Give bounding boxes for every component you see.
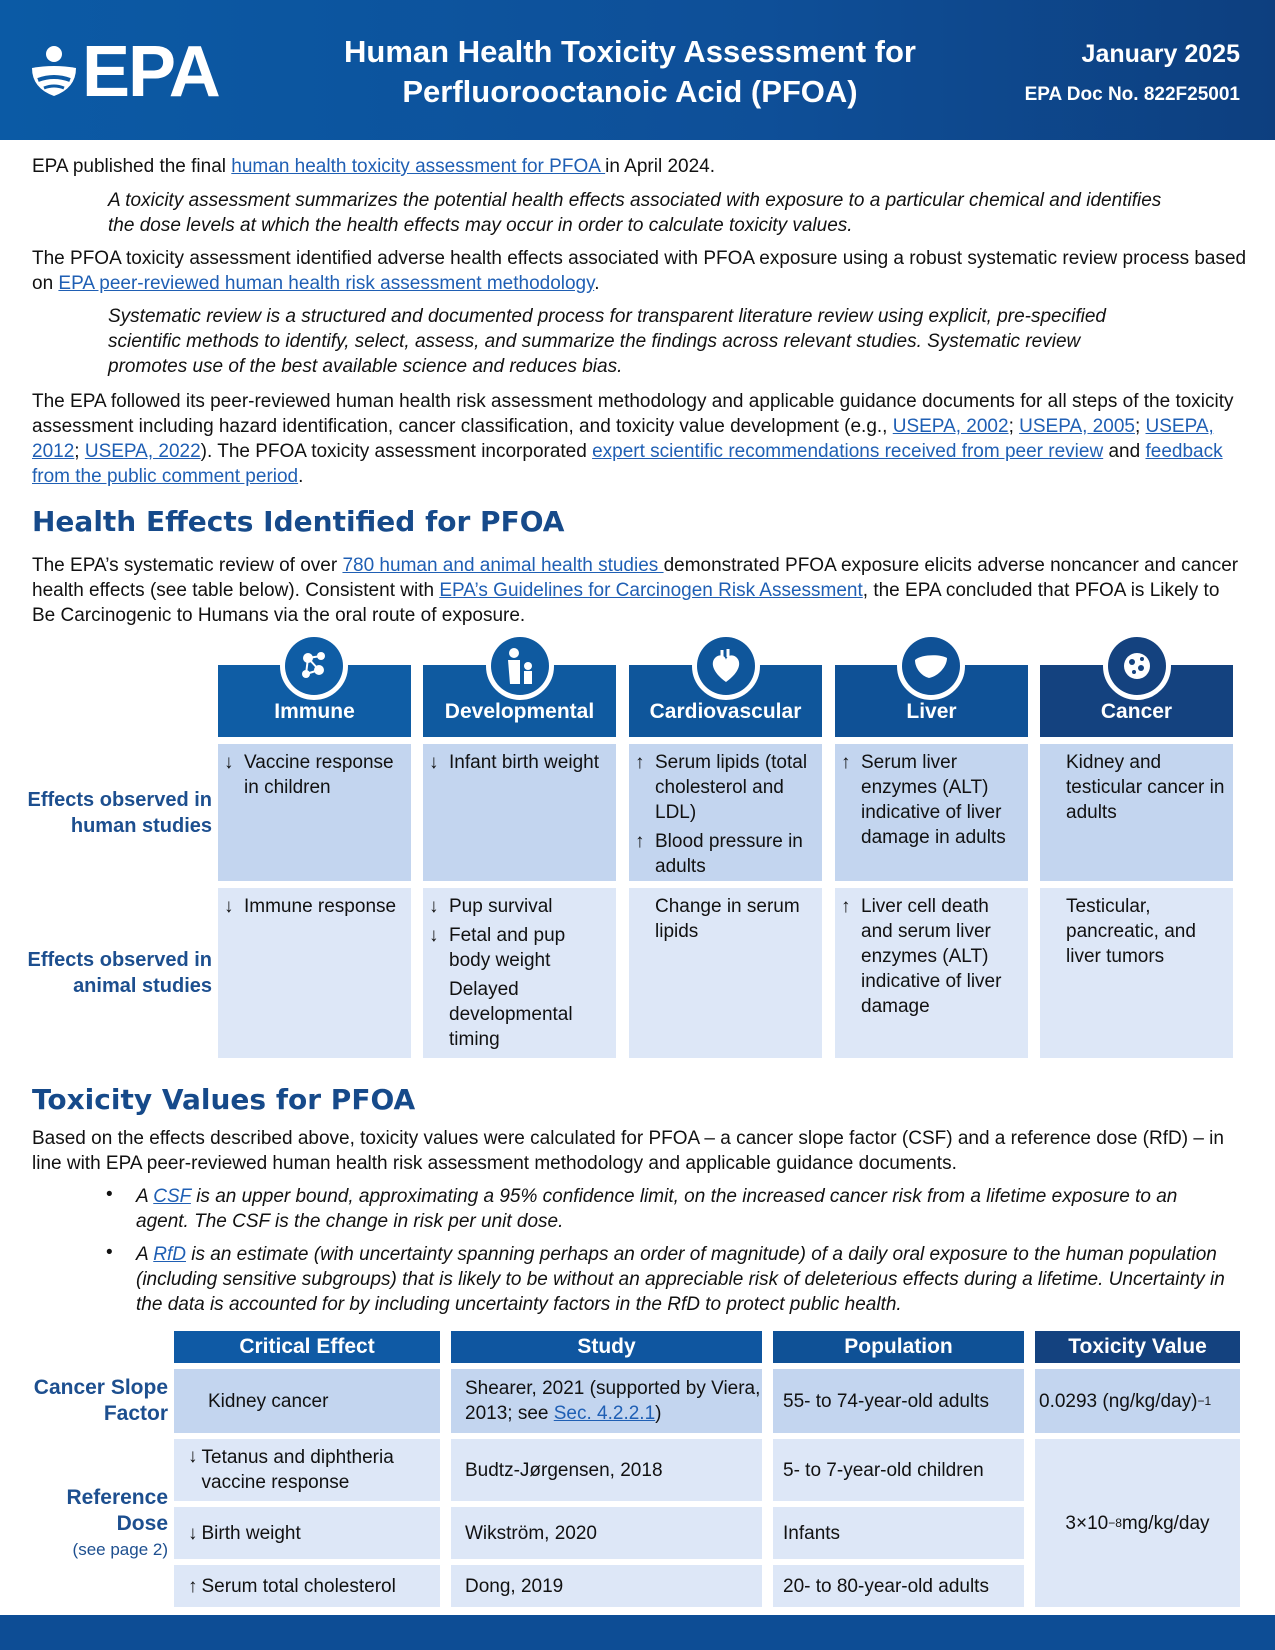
animal-immune-cell: ↓ Immune response: [218, 888, 411, 1058]
rfd-population-cell-3: 20- to 80-year-old adults: [773, 1565, 1024, 1607]
rfd-row-label: Reference Dose (see page 2): [66, 1486, 168, 1559]
rfd-population-cell-1: 5- to 7-year-old children: [773, 1439, 1024, 1501]
down-arrow-icon: ↓: [188, 1446, 198, 1467]
th-study: Study: [451, 1331, 762, 1363]
rfd-link[interactable]: RfD: [153, 1244, 186, 1265]
intro-quote-1: A toxicity assessment summarizes the potential health effects associated with exposure to a particular chemical and identifies the dose levels at which the health effects may occur in order to calculate toxicity values.: [108, 190, 1162, 236]
down-arrow-icon: ↓: [429, 752, 439, 773]
th-critical-effect: Critical Effect: [174, 1331, 440, 1363]
th-toxicity-value: Toxicity Value: [1035, 1331, 1240, 1363]
animal-cancer-cell: Testicular, pancreatic, and liver tumors: [1040, 888, 1233, 1058]
up-arrow-icon: ↑: [841, 896, 851, 917]
up-arrow-icon: ↑: [841, 752, 851, 773]
animal-liver-cell: ↑ Liver cell death and serum liver enzymes (ALT) indicative of liver damage: [835, 888, 1028, 1058]
logo-text: EPA: [82, 32, 219, 112]
rfd-effect-cell-1: ↓ Tetanus and diphtheria vaccine response: [174, 1439, 440, 1501]
usepa-2005-link[interactable]: USEPA, 2005: [1019, 416, 1135, 437]
liver-icon: [897, 632, 965, 700]
developmental-icon: [486, 632, 554, 700]
row-label-human: Effects observed in human studies: [27, 789, 212, 837]
csf-definition: A CSF is an upper bound, approximating a 95% confidence limit, on the increased cancer risk from a lifetime exposure to an agent. The CSF is the change in risk per unit dose.: [136, 1186, 1178, 1232]
rfd-value-cell: 3×10 −8 mg/kg/day: [1035, 1439, 1240, 1607]
bullet-icon: •: [106, 1242, 113, 1263]
col-immune: Immune: [218, 665, 411, 737]
bullet-icon: •: [106, 1184, 113, 1205]
health-effects-heading: Health Effects Identified for PFOA: [32, 505, 565, 538]
carcinogen-guidelines-link[interactable]: EPA’s Guidelines for Carcinogen Risk Assessment: [439, 580, 863, 601]
csf-study-cell: Shearer, 2021 (supported by Viera, 2013; see Sec. 4.2.2.1): [451, 1369, 762, 1433]
col-developmental: Developmental: [423, 665, 616, 737]
human-liver-cell: ↑ Serum liver enzymes (ALT) indicative of liver damage in adults: [835, 744, 1028, 881]
csf-link[interactable]: CSF: [153, 1186, 191, 1207]
rfd-effect-cell-2: ↓ Birth weight: [174, 1507, 440, 1559]
human-immune-cell: ↓ Vaccine response in children: [218, 744, 411, 881]
section-link[interactable]: Sec. 4.2.2.1: [553, 1403, 656, 1424]
up-arrow-icon: ↑: [635, 752, 645, 773]
up-arrow-icon: ↑: [635, 831, 645, 852]
intro-quote-2: Systematic review is a structured and documented process for transparent literature review using explicit, pre-specified scientific methods to identify, select, assess, and summarize the findings across relevant studies. Systematic review promotes use of the best available science and reduces bias.: [108, 306, 1106, 377]
toxicity-heading: Toxicity Values for PFOA: [32, 1083, 416, 1116]
epa-logo: [30, 32, 219, 112]
usepa-2002-link[interactable]: USEPA, 2002: [892, 416, 1009, 437]
usepa-2012-link[interactable]: USEPA, 2012: [32, 416, 1214, 462]
down-arrow-icon: ↓: [224, 752, 234, 773]
col-cardiovascular: Cardiovascular: [629, 665, 822, 737]
rfd-effect-cell-3: ↑ Serum total cholesterol: [174, 1565, 440, 1607]
publication-date: January 2025: [1081, 40, 1240, 68]
public-comment-link[interactable]: feedback from the public comment period: [32, 441, 1223, 487]
csf-row-label: Cancer Slope Factor: [33, 1376, 168, 1425]
peer-review-link[interactable]: expert scientific recommendations received from peer review: [592, 441, 1104, 462]
csf-value-cell: 0.0293 (ng/kg/day) −1: [1035, 1369, 1240, 1433]
rfd-population-cell-2: Infants: [773, 1507, 1024, 1559]
animal-cardiovascular-cell: Change in serum lipids: [629, 888, 822, 1058]
th-population: Population: [773, 1331, 1024, 1363]
csf-effect-cell: Kidney cancer: [174, 1369, 440, 1433]
human-cancer-cell: Kidney and testicular cancer in adults: [1040, 744, 1233, 881]
doc-number: EPA Doc No. 822F25001: [1024, 84, 1240, 105]
col-cancer: Cancer: [1040, 665, 1233, 737]
row-label-animal: Effects observed in animal studies: [27, 949, 212, 997]
down-arrow-icon: ↓: [429, 925, 439, 946]
down-arrow-icon: ↓: [429, 896, 439, 917]
page-footer-bar: [0, 1615, 1275, 1650]
human-developmental-cell: ↓ Infant birth weight: [423, 744, 616, 881]
epa-flower-icon: [30, 44, 78, 100]
animal-developmental-cell: ↓ Pup survival ↓ Fetal and pup body weight Delayed developmental timing: [423, 888, 616, 1058]
intro-paragraph-2: The PFOA toxicity assessment identified adverse health effects associated with PFOA exposure using a robust systematic review process based on EPA peer-reviewed human health risk assessment methodology.: [32, 248, 1247, 294]
down-arrow-icon: ↓: [188, 1522, 198, 1544]
rfd-study-cell-3: Dong, 2019: [451, 1565, 762, 1607]
page-title: Human Health Toxicity Assessment for Perfluorooctanoic Acid (PFOA): [344, 34, 916, 109]
page-header: [0, 0, 1275, 140]
usepa-2022-link[interactable]: USEPA, 2022: [84, 441, 201, 462]
toxicity-paragraph: Based on the effects described above, toxicity values were calculated for PFOA – a cancer slope factor (CSF) and a reference dose (RfD) – in line with EPA peer-reviewed human health risk assessment methodology and applicable guidance documents.: [32, 1128, 1224, 1174]
toxicity-assessment-link[interactable]: human health toxicity assessment for PFOA: [231, 156, 606, 177]
methodology-link[interactable]: EPA peer-reviewed human health risk assessment methodology: [58, 273, 595, 294]
studies-link[interactable]: 780 human and animal health studies: [342, 555, 664, 576]
health-effects-paragraph: The EPA’s systematic review of over 780 human and animal health studies demonstrated PFOA exposure elicits adverse noncancer and cancer health effects (see table below). Consistent with EPA’s Guidelines for Carcinogen Risk Assessment, the EPA concluded that PFOA is Likely to Be Carcinogenic to Humans via the oral route of exposure.: [32, 555, 1239, 626]
csf-population-cell: 55- to 74-year-old adults: [773, 1369, 1024, 1433]
col-liver: Liver: [835, 665, 1028, 737]
rfd-definition: A RfD is an estimate (with uncertainty spanning perhaps an order of magnitude) of a daily oral exposure to the human population (including sensitive subgroups) that is likely to be without an appreciable risk of deleterious effects during a lifetime. Uncertainty in the data is accounted for by including uncertainty factors in the RfD to protect public health.: [136, 1244, 1225, 1315]
human-cardiovascular-cell: ↑ Serum lipids (total cholesterol and LDL) ↑ Blood pressure in adults: [629, 744, 822, 881]
intro-paragraph-1: EPA published the final human health toxicity assessment for PFOA in April 2024.: [32, 156, 715, 177]
down-arrow-icon: ↓: [224, 896, 234, 917]
intro-paragraph-3: The EPA followed its peer-reviewed human health risk assessment methodology and applicable guidance documents for all steps of the toxicity assessment including hazard identification, cancer classification, and toxicity value development (e.g., USEPA, 2002; USEPA, 2005; USEPA, 2012; USEPA, 2022). The PFOA toxicity assessment incorporated expert scientific recommendations received from peer review and feedback from the public comment period.: [32, 391, 1234, 487]
rfd-study-cell-2: Wikström, 2020: [451, 1507, 762, 1559]
up-arrow-icon: ↑: [188, 1575, 198, 1597]
rfd-study-cell-1: Budtz-Jørgensen, 2018: [451, 1439, 762, 1501]
cancer-cell-icon: [1103, 632, 1171, 700]
immune-icon: [280, 632, 348, 700]
heart-icon: [692, 632, 760, 700]
